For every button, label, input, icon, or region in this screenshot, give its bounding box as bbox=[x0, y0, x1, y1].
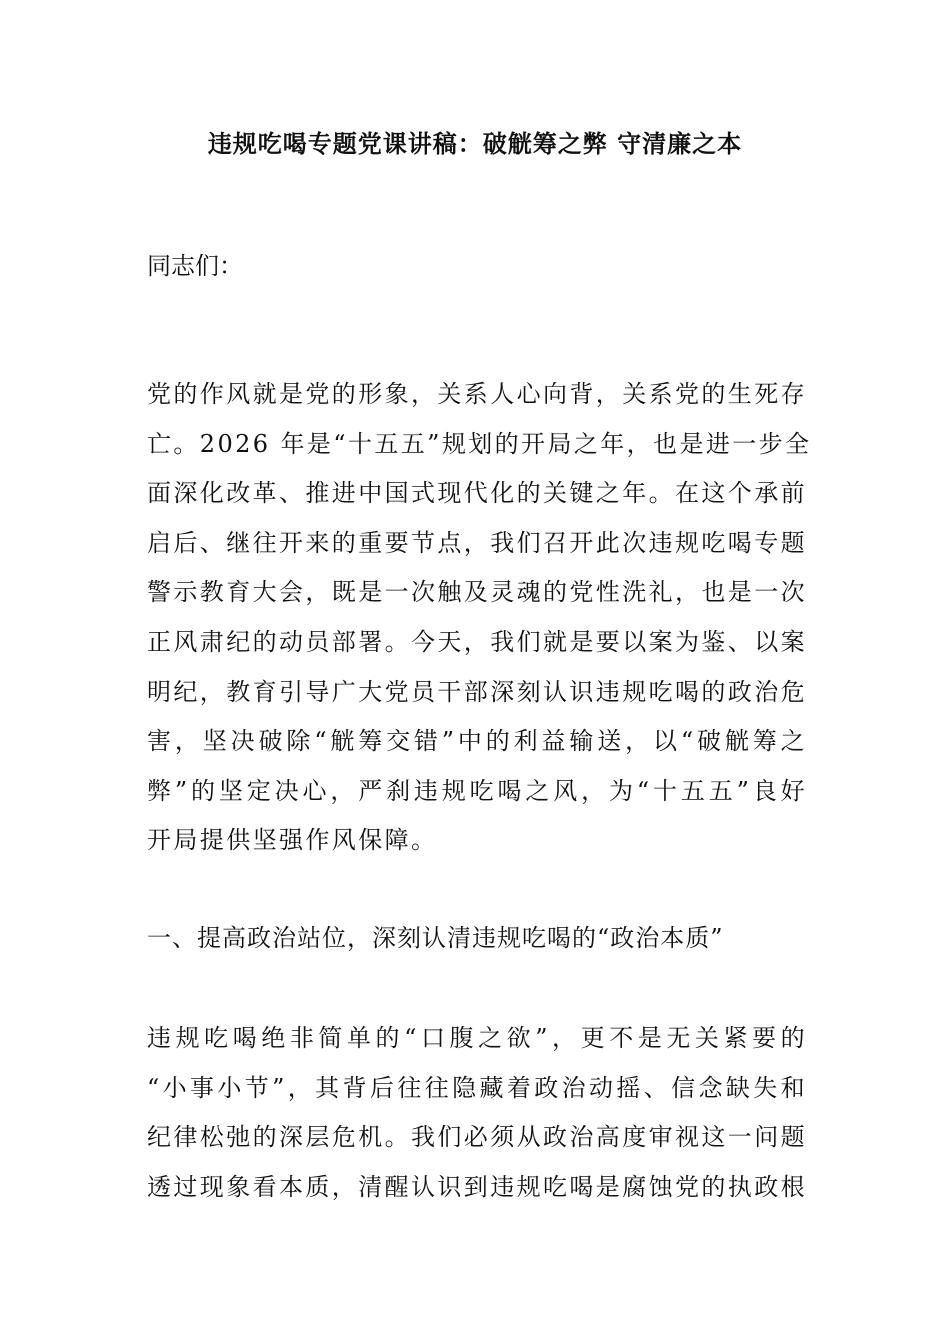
paragraph-line: 透过现象看本质，清醒认识到违规吃喝是腐蚀党的执政根 bbox=[147, 1172, 807, 1201]
paragraph-line: 面深化改革、推进中国式现代化的关键之年。在这个承前 bbox=[147, 479, 807, 508]
paragraph-line: 弊”的坚定决心，严刹违规吃喝之风，为“十五五”良好 bbox=[147, 776, 807, 805]
paragraph-line: 启后、继往开来的重要节点，我们召开此次违规吃喝专题 bbox=[147, 528, 807, 557]
paragraph-line: 纪律松弛的深层危机。我们必须从政治高度审视这一问题 bbox=[147, 1123, 807, 1152]
paragraph-line: 害，坚决破除“觥筹交错”中的利益输送，以“破觥筹之 bbox=[147, 727, 807, 756]
document-title: 违规吃喝专题党课讲稿：破觥筹之弊 守清廉之本 bbox=[207, 129, 743, 158]
paragraph-line: 明纪，教育引导广大党员干部深刻认识违规吃喝的政治危 bbox=[147, 677, 807, 706]
paragraph-line: 警示教育大会，既是一次触及灵魂的党性洗礼，也是一次 bbox=[147, 578, 807, 607]
paragraph-line: 违规吃喝绝非简单的“口腹之欲”，更不是无关紧要的 bbox=[147, 1024, 807, 1052]
paragraph-line: 开局提供坚强作风保障。 bbox=[147, 826, 438, 855]
paragraph-line: 党的作风就是党的形象，关系人心向背，关系党的生死存 bbox=[147, 380, 807, 408]
paragraph-line: “小事小节”，其背后往往隐藏着政治动摇、信念缺失和 bbox=[147, 1073, 807, 1102]
section-heading: 一、提高政治站位，深刻认清违规吃喝的“政治本质” bbox=[147, 924, 724, 952]
paragraph-line: 亡。2026 年是“十五五”规划的开局之年，也是进一步全 bbox=[147, 429, 812, 458]
paragraph-section1 bbox=[147, 1014, 807, 1212]
salutation: 同志们： bbox=[147, 252, 243, 280]
paragraph-line: 正风肃纪的动员部署。今天，我们就是要以案为鉴、以案 bbox=[147, 627, 807, 656]
paragraph-intro bbox=[147, 370, 812, 866]
